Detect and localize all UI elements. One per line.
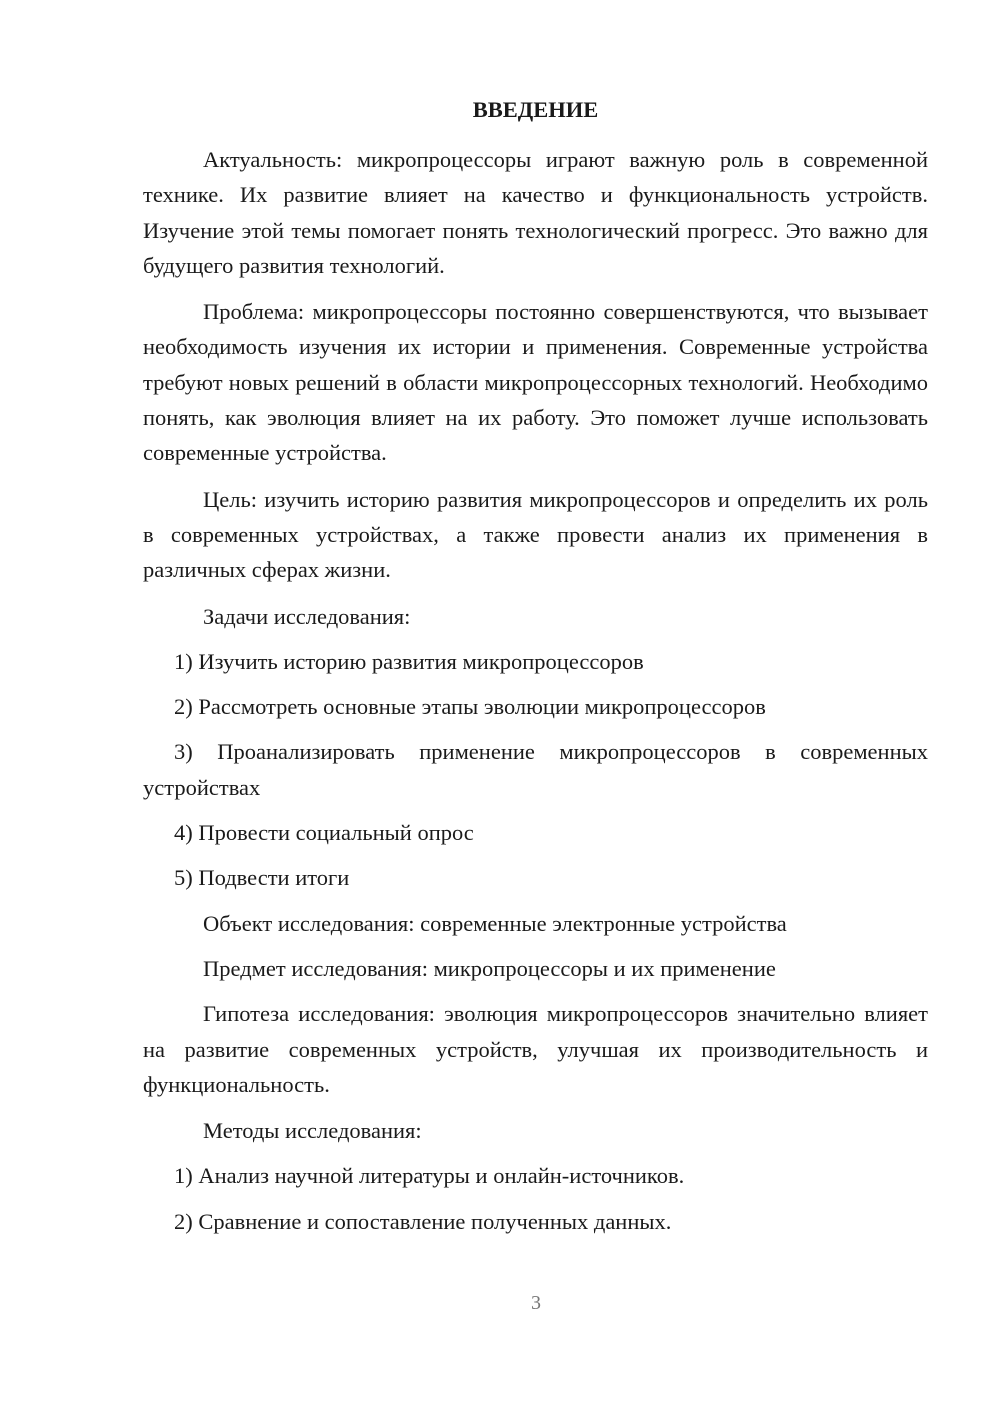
tasks-title: Задачи исследования:	[203, 603, 411, 629]
method-item-2: 2) Сравнение и сопоставление полученных данных.	[174, 1208, 672, 1234]
section-heading: ВВЕДЕНИЕ	[472, 97, 599, 122]
task-item-2: 2) Рассмотреть основные этапы эволюции микропроцессоров	[174, 694, 766, 720]
goal-paragraph: Цель: изучить историю развития микропроцессоров и определить их роль в современных устройствах, а также провести анализ их применения в различных сферах жизни.	[143, 486, 928, 583]
task-item-5: 5) Подвести итоги	[174, 865, 350, 891]
methods-title: Методы исследования:	[203, 1118, 422, 1144]
method-item-1: 1) Анализ научной литературы и онлайн-источников.	[174, 1163, 685, 1189]
document-page	[143, 92, 928, 1249]
page-number: 3	[531, 1292, 541, 1314]
problem-paragraph: Проблема: микропроцессоры постоянно совершенствуются, что вызывает необходимость изучения их истории и применения. Современные устройства требуют новых решений в области микропроцессорных технологий. Необходимо понять, как эволюция влияет на их работу. Это поможет лучше использовать современные устройства.	[143, 299, 928, 466]
task-item-4: 4) Провести социальный опрос	[174, 820, 474, 846]
relevance-paragraph: Актуальность: микропроцессоры играют важную роль в современной технике. Их развитие влияет на качество и функциональность устройств. Изучение этой темы помогает понять технологический прогресс. Это важно для будущего развития технологий.	[143, 147, 928, 278]
task-item-1: 1) Изучить историю развития микропроцессоров	[174, 648, 644, 674]
hypothesis-paragraph: Гипотеза исследования: эволюция микропроцессоров значительно влияет на развитие современных устройств, улучшая их производительность и функциональность.	[143, 1001, 928, 1097]
task-item-3: 3) Проанализировать применение микропроцессоров в современных устройствах	[143, 739, 928, 800]
object-line: Объект исследования: современные электронные устройства	[203, 910, 787, 936]
subject-line: Предмет исследования: микропроцессоры и их применение	[203, 955, 776, 981]
